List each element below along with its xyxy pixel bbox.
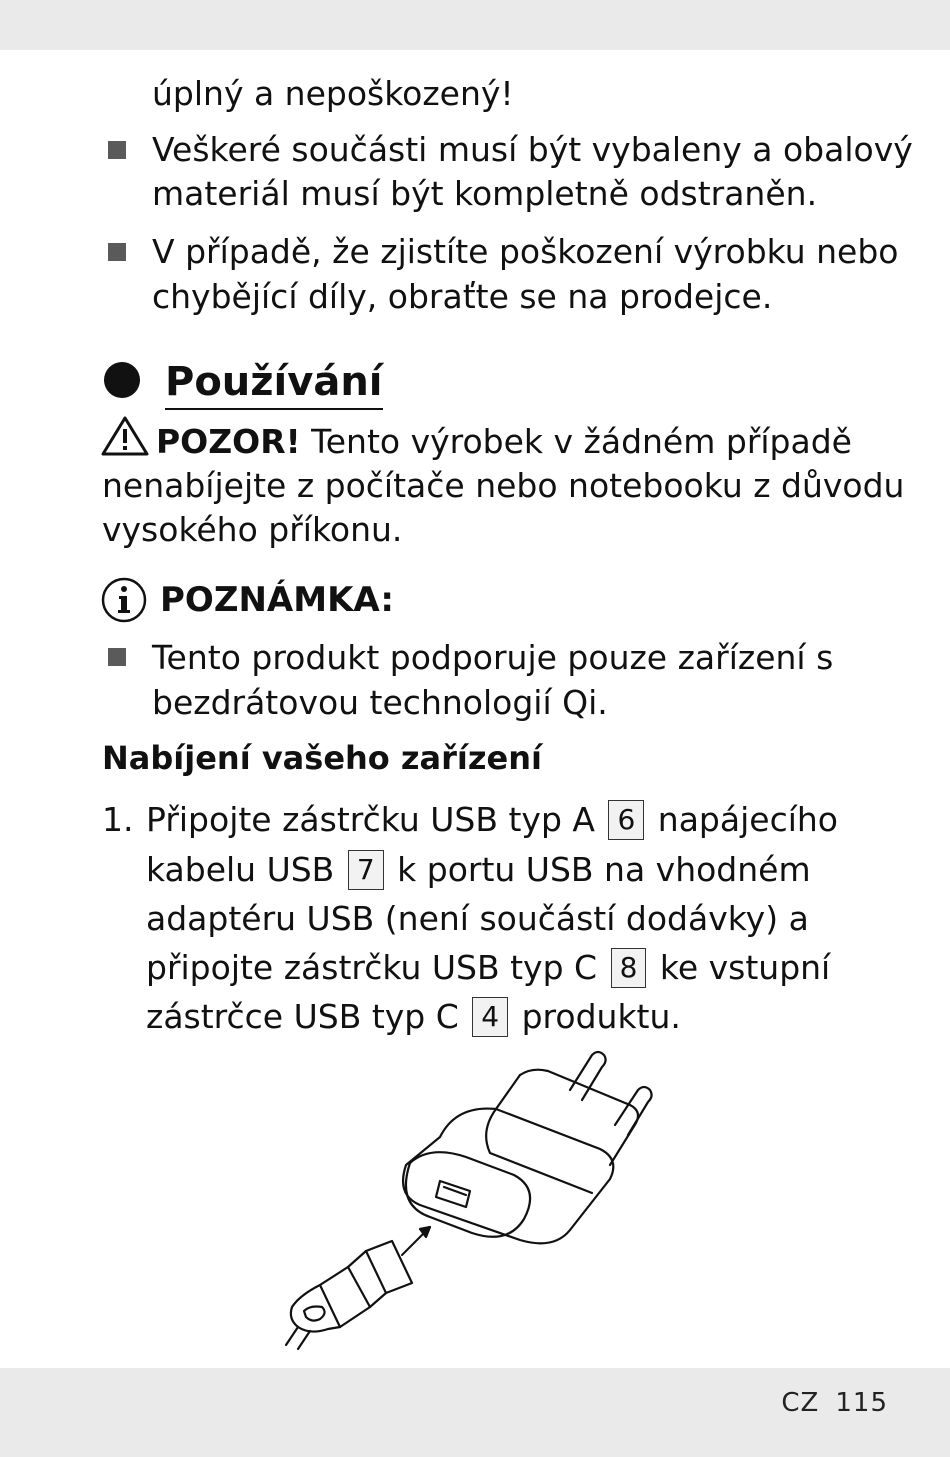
step-line: [146, 997, 681, 1037]
note-text: bezdrátovou technologií Qi.: [152, 683, 608, 722]
reference-number-box: 7: [348, 850, 384, 890]
info-icon: [100, 576, 148, 624]
reference-number-box: 4: [472, 997, 508, 1037]
step-text: ke vstupní: [659, 948, 831, 987]
reference-number-box: 6: [608, 800, 644, 840]
footer-language: CZ: [781, 1388, 820, 1418]
bullet-square-icon: [108, 243, 126, 261]
warning-triangle-icon: [100, 415, 150, 457]
subsection-heading: Nabíjení vašeho zařízení: [102, 739, 542, 777]
warning-text: nenabíjejte z počítače nebo notebooku z důvodu: [102, 466, 905, 505]
step-line: [146, 948, 830, 988]
step-text: napájecího: [657, 800, 838, 839]
section-dot-icon: [104, 362, 140, 398]
step-text: zástrčce USB typ C: [146, 997, 459, 1036]
bullet-text: materiál musí být kompletně odstraněn.: [152, 174, 818, 213]
bullet-text: Veškeré součásti musí být vybaleny a obalový: [152, 130, 913, 169]
step-text: připojte zástrčku USB typ C: [146, 948, 598, 987]
step-line: [146, 850, 811, 890]
step-text: produktu.: [521, 997, 681, 1036]
note-label: POZNÁMKA:: [160, 580, 394, 620]
step-line: [146, 800, 838, 840]
warning-label: POZOR!: [156, 422, 301, 461]
step-number: 1.: [102, 800, 134, 839]
page-number: 115: [835, 1388, 888, 1418]
step-text: k portu USB na vhodném: [397, 850, 811, 889]
warning-line: [156, 422, 852, 462]
section-title: Používání: [165, 358, 383, 410]
intro-continuation: úplný a nepoškozený!: [152, 74, 514, 113]
step-text: kabelu USB: [146, 850, 335, 889]
bullet-text: V případě, že zjistíte poškození výrobku nebo: [152, 232, 899, 271]
warning-text: Tento výrobek v žádném případě: [300, 422, 852, 461]
step-text: Připojte zástrčku USB typ A: [146, 800, 595, 839]
reference-number-box: 8: [611, 948, 647, 988]
note-text: Tento produkt podporuje pouze zařízení s: [152, 638, 834, 677]
bullet-square-icon: [108, 648, 126, 666]
usb-adapter-illustration: [270, 1045, 690, 1355]
step-text: adaptéru USB (není součástí dodávky) a: [146, 899, 809, 938]
top-band: [0, 0, 950, 50]
warning-text: vysokého příkonu.: [102, 510, 403, 549]
bullet-square-icon: [108, 141, 126, 159]
bullet-text: chybějící díly, obraťte se na prodejce.: [152, 277, 773, 316]
page-footer: [781, 1388, 888, 1418]
